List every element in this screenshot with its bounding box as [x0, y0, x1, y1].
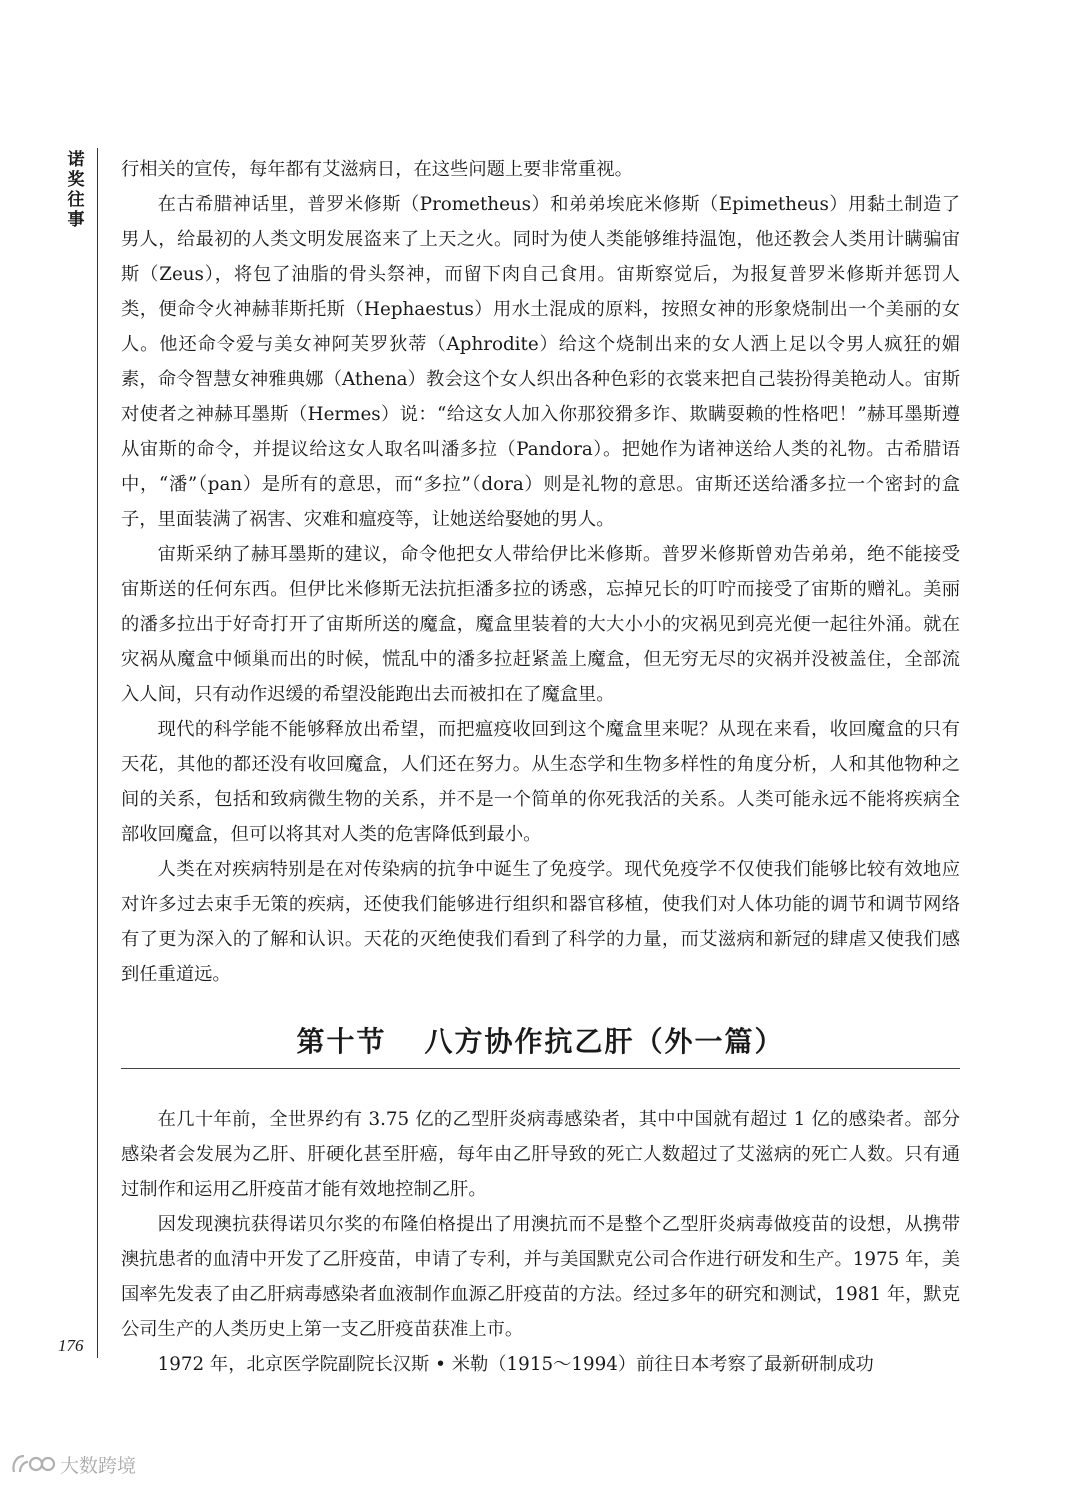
series-char: 事	[67, 210, 85, 230]
paragraph: 在古希腊神话里，普罗米修斯（Prometheus）和弟弟埃庇米修斯（Epimetheus）用黏土制造了男人，给最初的人类文明发展盗来了上天之火。同时为使人类能够维持温饱，他还教会人类用计瞒骗宙斯（Zeus），将包了油脂的骨头祭神，而留下肉自己食用。宙斯察觉后，为报复普罗米修斯并惩罚人类，便命令火神赫菲斯托斯（Hephaestus）用水土混成的原料，按照女神的形象烧制出一个美丽的女人。他还命令爱与美女神阿芙罗狄蒂（Aphrodite）给这个烧制出来的女人洒上足以令男人疯狂的媚素，命令智慧女神雅典娜（Athena）教会这个女人织出各种色彩的衣裳来把自己装扮得美艳动人。宙斯对使者之神赫耳墨斯（Hermes）说：“给这女人加入你那狡猾多诈、欺瞒耍赖的性格吧！”赫耳墨斯遵从宙斯的命令，并提议给这女人取名叫潘多拉（Pandora）。把她作为诸神送给人类的礼物。古希腊语中，“潘”（pan）是所有的意思，而“多拉”（dora）则是礼物的意思。宙斯还送给潘多拉一个密封的盒子，里面装满了祸害、灾难和瘟疫等，让她送给娶她的男人。	[121, 194, 960, 530]
section-title: 八方协作抗乙肝（外一篇）	[424, 1025, 785, 1058]
paragraph: 现代的科学能不能够释放出希望，而把瘟疫收回到这个魔盒里来呢？从现在来看，收回魔盒的只有天花，其他的都还没有收回魔盒，人们还在努力。从生态学和生物多样性的角度分析，人和其他物种之间的关系，包括和致病微生物的关系，并不是一个简单的你死我活的关系。人类可能永远不能将疾病全部收回魔盒，但可以将其对人类的危害降低到最小。	[121, 719, 960, 845]
watermark	[10, 1450, 136, 1478]
section-number: 第十节	[296, 1025, 387, 1058]
series-char: 诺	[67, 150, 85, 170]
series-char: 奖	[67, 170, 85, 190]
watermark-logo-icon	[10, 1452, 56, 1476]
sidebar-rule	[97, 148, 98, 1358]
body-text-top	[121, 152, 960, 992]
body-text-bottom	[121, 1102, 960, 1382]
section-heading	[121, 1022, 960, 1062]
page-number: 176	[58, 1336, 84, 1355]
paragraph: 因发现澳抗获得诺贝尔奖的布隆伯格提出了用澳抗而不是整个乙型肝炎病毒做疫苗的设想，从携带澳抗患者的血清中开发了乙肝疫苗，申请了专利，并与美国默克公司合作进行研发和生产。1975 年，美国率先发表了由乙肝病毒感染者血液制作血源乙肝疫苗的方法。经过多年的研究和测试，1981 年，默克公司生产的人类历史上第一支乙肝疫苗获准上市。	[121, 1214, 960, 1340]
paragraph: 1972 年，北京医学院副院长汉斯 • 米勒（1915～1994）前往日本考察了最新研制成功	[157, 1354, 874, 1375]
paragraph: 宙斯采纳了赫耳墨斯的建议，命令他把女人带给伊比米修斯。普罗米修斯曾劝告弟弟，绝不能接受宙斯送的任何东西。但伊比米修斯无法抗拒潘多拉的诱惑，忘掉兄长的叮咛而接受了宙斯的赠礼。美丽的潘多拉出于好奇打开了宙斯所送的魔盒，魔盒里装着的大大小小的灾祸见到亮光便一起往外涌。就在灾祸从魔盒中倾巢而出的时候，慌乱中的潘多拉赶紧盖上魔盒，但无穷无尽的灾祸并没被盖住，全部流入人间，只有动作迟缓的希望没能跑出去而被扣在了魔盒里。	[121, 544, 960, 705]
watermark-text: 大数跨境	[60, 1454, 137, 1477]
paragraph: 在几十年前，全世界约有 3.75 亿的乙型肝炎病毒感染者，其中中国就有超过 1 亿的感染者。部分感染者会发展为乙肝、肝硬化甚至肝癌，每年由乙肝导致的死亡人数超过了艾滋病的死亡人数。只有通过制作和运用乙肝疫苗才能有效地控制乙肝。	[121, 1109, 960, 1200]
paragraph: 行相关的宣传，每年都有艾滋病日，在这些问题上要非常重视。	[121, 159, 633, 180]
series-char: 往	[67, 190, 85, 210]
section-rule	[121, 1068, 960, 1069]
series-label	[64, 150, 88, 230]
paragraph: 人类在对疾病特别是在对传染病的抗争中诞生了免疫学。现代免疫学不仅使我们能够比较有效地应对许多过去束手无策的疾病，还使我们能够进行组织和器官移植，使我们对人体功能的调节和调节网络有了更为深入的了解和认识。天花的灭绝使我们看到了科学的力量，而艾滋病和新冠的肆虐又使我们感到任重道远。	[121, 859, 960, 985]
